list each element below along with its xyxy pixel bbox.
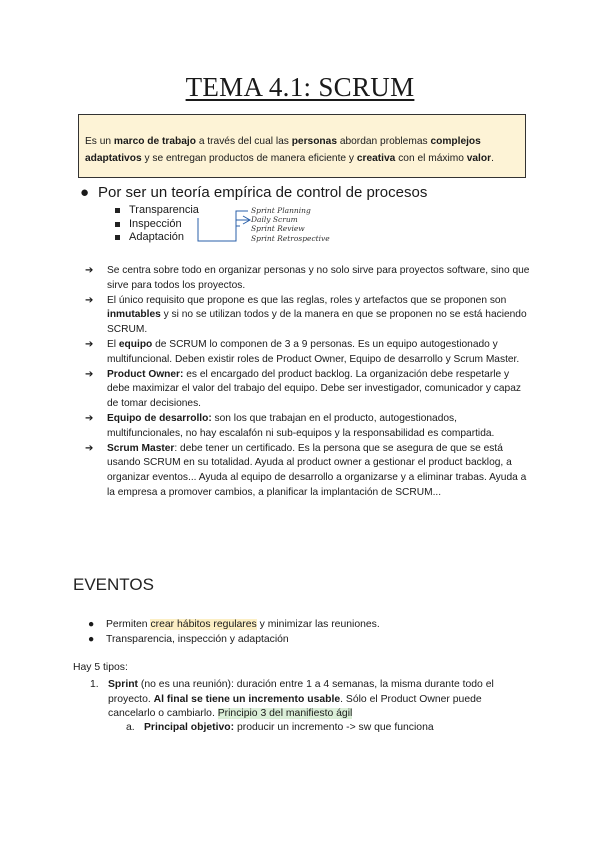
list-item (85, 368, 530, 412)
handwritten-note: Daily Scrum (251, 215, 298, 225)
handwritten-note: Sprint Planning (251, 206, 311, 215)
list-item (85, 442, 530, 501)
item-bold: Equipo de desarrollo: (107, 412, 212, 424)
list-item (115, 231, 199, 245)
handwritten-events (251, 206, 330, 243)
def-text: con el máximo (395, 153, 467, 164)
highlight-text: Principio 3 del manifiesto ágil (217, 708, 353, 720)
page-title: TEMA 4.1: SCRUM (185, 72, 415, 102)
item-text: : debe tener un certificado. Es la persona que se asegura de que se está usando SCRUM en su totalidad. Ayuda al product owner a gestionar el product backlog, a organizar eventos... Ayuda al equipo de desarrollo a organizarse y a eliminar trabas. Ayuda a la empresa a promover cambios, a planificar la implantación de SCRUM... (107, 442, 527, 498)
main-bullet-text: Por ser un teoría empírica de control de procesos (98, 184, 428, 201)
def-text: Es un (85, 136, 114, 147)
list-number: 1. (90, 679, 99, 690)
list-item (85, 294, 530, 338)
definition-box (78, 114, 526, 178)
item-text: y si no se utilizan todos y de la manera en que se proponen no se está haciendo SCRUM. (107, 309, 527, 336)
def-text: a través del cual las (195, 136, 292, 147)
pillar-label: Inspección (129, 217, 182, 230)
item-text: es el encargado del product backlog. La organización debe respetarle y debe maximizar el valor del trabajo del equipo. Debe ser investigador, comunicador y capaz de tomar decisiones. (107, 368, 521, 410)
sub-item (126, 722, 434, 733)
bullet-dot-icon: ● (80, 184, 90, 201)
item-bold: inmutables (107, 309, 161, 321)
def-text: . (491, 153, 494, 164)
bullet-dot-icon: ● (88, 634, 95, 645)
def-bold: complejos adaptativos (85, 136, 481, 164)
list-item (90, 678, 530, 722)
item-text: Permiten (106, 619, 151, 630)
def-text: abordan problemas (336, 136, 431, 147)
arrow-right-icon: ➔ (85, 294, 94, 306)
item-bold: Product Owner: (107, 368, 184, 380)
arrow-right-icon: ➔ (85, 368, 94, 380)
item-bold: Sprint (108, 679, 139, 690)
item-text: El (107, 338, 119, 350)
item-text: El único requisito que propone es que las reglas, roles y artefactos que se proponen son (107, 294, 507, 306)
def-text: y se entregan productos de manera eficiente y (141, 153, 357, 164)
highlight-text: crear hábitos regulares (150, 619, 257, 630)
item-text: de SCRUM lo componen de 3 a 9 personas. Es un equipo autogestionado y multifuncional. Deben existir roles de Product Owner, Equipo de desarrollo y Scrum Master. (107, 338, 520, 365)
item-bold: Al final se tiene un incremento usable (153, 693, 341, 705)
list-item (88, 632, 380, 647)
def-bold: creativa (356, 153, 396, 164)
arrow-right-icon: ➔ (85, 412, 94, 424)
item-text: Transparencia, inspección y adaptación (106, 634, 289, 645)
list-letter: a. (126, 722, 135, 733)
pillars-list (115, 204, 199, 245)
item-text: producir un incremento -> sw que funciona (234, 722, 434, 733)
handwritten-note: Sprint Retrospective (251, 233, 330, 243)
ordered-list (90, 678, 530, 722)
tipos-text: Hay 5 tipos: (73, 662, 128, 673)
item-text: son los que trabajan en el producto, autogestionados, multifuncionales, no hay escalafón ni sub-equipos y la responsabilidad es compartida. (107, 412, 495, 439)
item-bold: Scrum Master (107, 442, 175, 454)
arrow-right-icon: ➔ (85, 265, 94, 276)
square-bullet-icon (115, 222, 120, 227)
square-bullet-icon (115, 235, 120, 240)
list-item (85, 338, 530, 368)
events-bullets (88, 617, 380, 647)
pillar-label: Adaptación (129, 231, 185, 243)
arrow-right-icon: ➔ (85, 338, 94, 350)
pillar-label: Transparencia (129, 204, 199, 216)
list-item (85, 412, 530, 442)
list-item (85, 264, 530, 294)
arrow-list (85, 264, 530, 501)
bracket-connector (190, 206, 254, 248)
def-bold: marco de trabajo (113, 136, 196, 147)
item-text: . Sólo el Product Owner puede cancelarlo o cambiarlo. (108, 693, 482, 720)
item-text: (no es una reunión): duración entre 1 a 4 semanas, la misma durante todo el proyecto. (108, 679, 494, 705)
arrow-right-icon: ➔ (85, 442, 94, 454)
list-item (88, 617, 380, 632)
events-heading: EVENTOS (73, 575, 154, 594)
square-bullet-icon (115, 208, 120, 213)
main-bullet (80, 184, 427, 201)
item-text: Se centra sobre todo en organizar personas y no solo sirve para proyectos software, sino que sirve para todos los proyectos. (107, 265, 530, 291)
bullet-dot-icon: ● (88, 619, 95, 630)
def-bold: personas (291, 136, 337, 147)
handwritten-note: Sprint Review (251, 224, 305, 234)
def-bold: valor (466, 153, 492, 164)
item-bold: equipo (118, 338, 153, 350)
list-item (115, 218, 199, 232)
item-bold: Principal objetivo: (144, 722, 235, 733)
item-text: y minimizar las reuniones. (256, 619, 380, 630)
list-item (115, 204, 199, 218)
